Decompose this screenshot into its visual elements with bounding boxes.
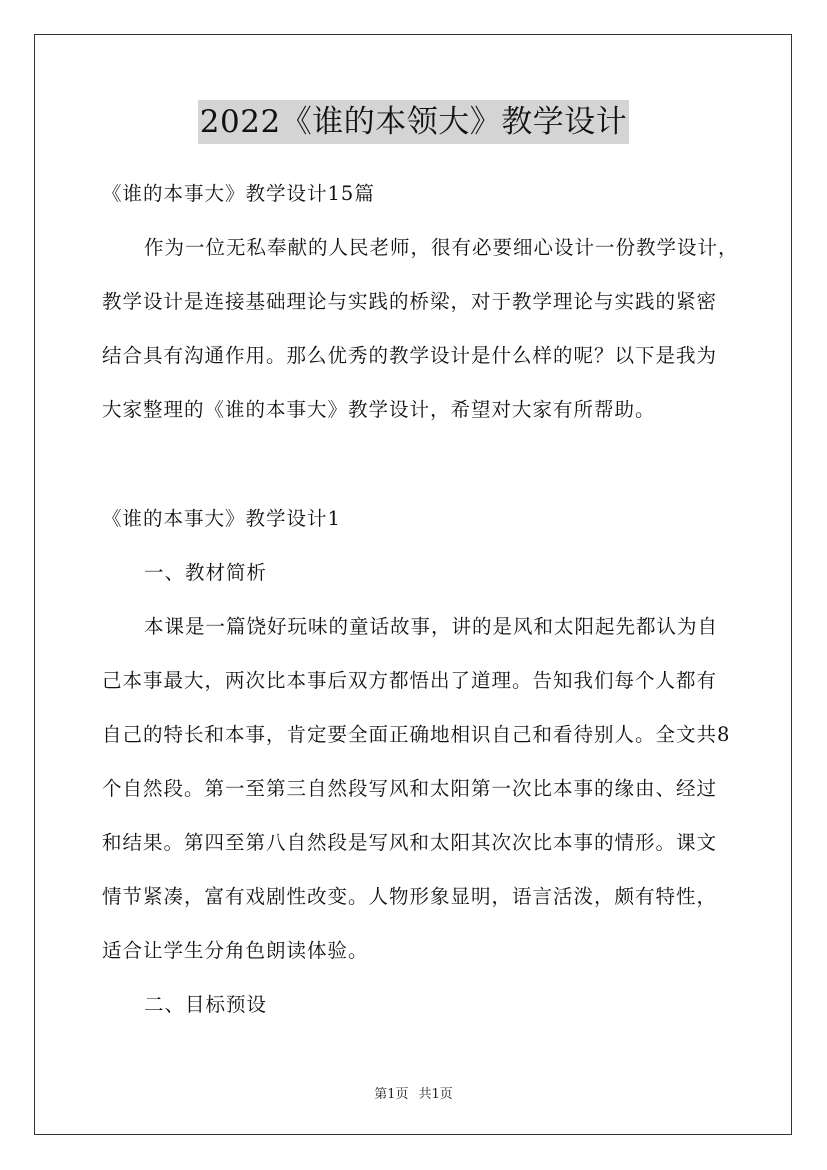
page-footer	[0, 1083, 827, 1102]
intro-line: 结合具有沟通作用。那么优秀的教学设计是什么样的呢？以下是我为	[102, 344, 718, 367]
body-line: 个自然段。第一至第三自然段写风和太阳第一次比本事的缘由、经过	[102, 777, 718, 800]
title-container	[0, 100, 827, 144]
heading-materials-analysis: 一、教材简析	[144, 561, 268, 584]
body-line: 己本事最大，两次比本事后双方都悟出了道理。告知我们每个人都有	[102, 669, 718, 692]
body-line: 本课是一篇饶好玩味的童话故事，讲的是风和太阳起先都认为自	[144, 615, 719, 638]
section-title: 《谁的本事大》教学设计1	[102, 507, 341, 530]
body-line: 情节紧凑，富有戏剧性改变。人物形象显明，语言活泼，颇有特性，	[102, 885, 718, 908]
document-subtitle: 《谁的本事大》教学设计15篇	[102, 182, 375, 205]
intro-line: 大家整理的《谁的本事大》教学设计，希望对大家有所帮助。	[102, 398, 656, 421]
page-total: 共1页	[418, 1087, 453, 1102]
body-line: 适合让学生分角色朗读体验。	[102, 939, 369, 962]
intro-line: 作为一位无私奉献的人民老师，很有必要细心设计一份教学设计，	[144, 236, 739, 259]
heading-goals: 二、目标预设	[144, 993, 268, 1016]
document-title: 2022《谁的本领大》教学设计	[198, 100, 629, 144]
intro-line: 教学设计是连接基础理论与实践的桥梁，对于教学理论与实践的紧密	[102, 290, 718, 313]
body-line: 自己的特长和本事，肯定要全面正确地相识自己和看待别人。全文共8	[102, 723, 731, 746]
body-line: 和结果。第四至第八自然段是写风和太阳其次次比本事的情形。课文	[102, 831, 718, 854]
page-number: 第1页	[374, 1087, 409, 1102]
